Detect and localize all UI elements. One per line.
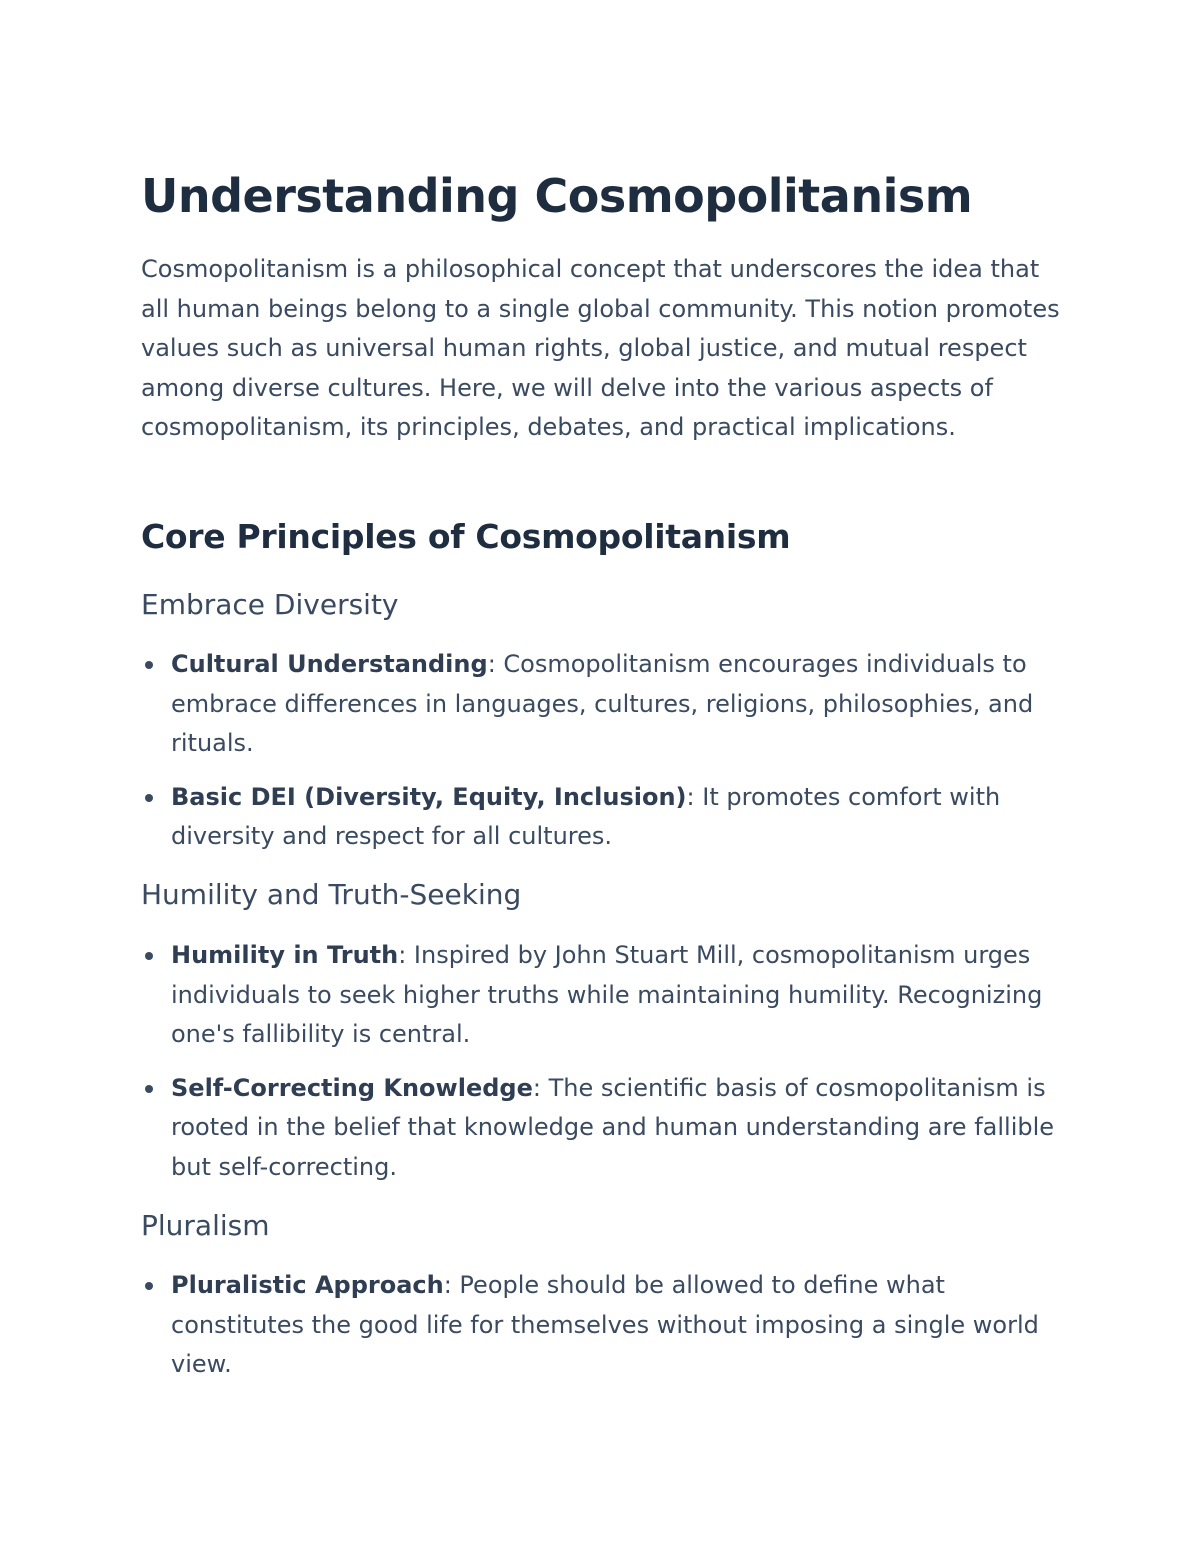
list-item-text: : Cosmopolitanism encourages individuals to embrace differences in languages, cultures, religions, philosophies, and rituals. xyxy=(171,650,1034,757)
bullet-icon xyxy=(145,1085,153,1093)
bullet-icon xyxy=(145,661,153,669)
list-item-text: : It promotes comfort with diversity and respect for all cultures. xyxy=(171,782,1001,850)
bullet-icon xyxy=(145,1282,153,1290)
list-item-term: Pluralistic Approach xyxy=(171,1271,444,1299)
list-item-term: Humility in Truth xyxy=(171,941,399,969)
intro-paragraph: Cosmopolitanism is a philosophical concept that underscores the idea that all human beings belong to a single global community. This notion promotes values such as universal human rights, global justice, and mutual respect among diverse cultures. Here, we will delve into the various aspects of cosmopolitanism, its principles, debates, and practical implications. xyxy=(141,255,1060,441)
section-title: Core Principles of Cosmopolitanism xyxy=(141,517,791,556)
list-item xyxy=(141,936,1066,1055)
list-item xyxy=(141,645,1066,764)
bullet-icon xyxy=(145,952,153,960)
list-item-term: Basic DEI (Diversity, Equity, Inclusion) xyxy=(171,782,687,811)
list-item-text: : Inspired by John Stuart Mill, cosmopolitanism urges individuals to seek higher truths while maintaining humility. Recognizing one's fallibility is central. xyxy=(171,941,1043,1048)
list-item-text: : People should be allowed to define what constitutes the good life for themselves without imposing a single world view. xyxy=(171,1271,1039,1378)
list-item xyxy=(141,1266,1066,1385)
bullet-list-embrace-diversity xyxy=(141,645,1066,871)
list-item xyxy=(141,778,1066,857)
list-item-term: Self-Correcting Knowledge xyxy=(171,1073,533,1102)
subsection-title-embrace-diversity: Embrace Diversity xyxy=(141,588,399,621)
bullet-list-humility xyxy=(141,936,1066,1201)
bullet-list-pluralism xyxy=(141,1266,1066,1399)
subsection-title-humility: Humility and Truth-Seeking xyxy=(141,878,522,911)
document-title: Understanding Cosmopolitanism xyxy=(141,169,973,223)
list-item-term: Cultural Understanding xyxy=(171,650,488,678)
bullet-icon xyxy=(145,794,153,802)
list-item-text: : The scientific basis of cosmopolitanism is rooted in the belief that knowledge and human understanding are fallible but self-correcting. xyxy=(171,1073,1055,1181)
subsection-title-pluralism: Pluralism xyxy=(141,1209,270,1242)
list-item xyxy=(141,1069,1066,1188)
